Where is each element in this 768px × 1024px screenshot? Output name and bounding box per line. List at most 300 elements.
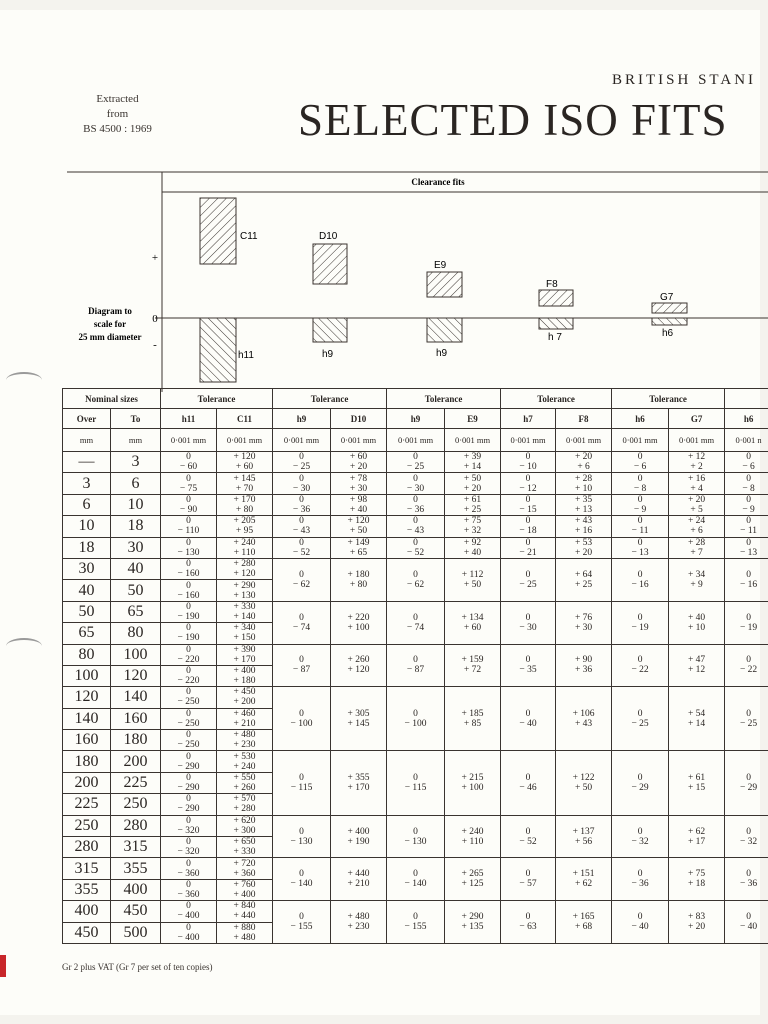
h7-cell <box>501 558 556 601</box>
h11-cell <box>161 901 217 922</box>
f8-cell-line: + 6 <box>577 462 590 473</box>
h7-cell <box>501 601 556 644</box>
diagram-side-label: 25 mm diameter <box>78 332 142 342</box>
table-row <box>63 537 768 558</box>
g7-cell-line: + 24 <box>687 516 706 527</box>
h9-cell <box>273 494 331 515</box>
h6-cell-line: − 8 <box>742 483 755 494</box>
h11-cell-line: − 250 <box>177 740 200 751</box>
e9-cell <box>445 644 501 687</box>
d10-cell <box>331 901 387 944</box>
h9-cell-line: − 30 <box>406 483 425 494</box>
h6-cell-line: − 29 <box>631 783 649 794</box>
h11-cell-line: − 250 <box>177 697 200 708</box>
g7-cell-line: + 9 <box>690 579 703 590</box>
h6-cell-line: − 6 <box>742 462 755 473</box>
table-row <box>63 751 768 772</box>
f8-cell <box>556 815 612 858</box>
h6-cell-line: − 36 <box>631 879 649 890</box>
h9-cell-line: 0 <box>299 826 304 837</box>
d10-cell-line: + 120 <box>347 665 370 676</box>
h9-cell-line: 0 <box>413 773 418 784</box>
c11-cell <box>217 494 273 515</box>
h9-cell-line: 0 <box>299 655 304 666</box>
h6-cell-line: − 11 <box>631 526 649 537</box>
h6-cell-line: − 25 <box>631 718 649 729</box>
h6-cell-line: 0 <box>746 655 751 666</box>
c11-cell-line: + 280 <box>233 559 256 570</box>
unit-tol: 0·001 mm <box>612 429 669 452</box>
c11-cell-line: + 620 <box>233 815 256 826</box>
h9-cell-line: 0 <box>413 569 418 580</box>
h9-cell-line: − 155 <box>404 922 427 933</box>
f8-cell-line: + 50 <box>574 783 593 794</box>
h6-cell <box>612 858 669 901</box>
h6-cell-line: 0 <box>637 708 643 719</box>
h11-cell <box>161 516 217 537</box>
h7-cell-line: 0 <box>525 516 531 527</box>
h9-cell-line: − 130 <box>290 836 313 847</box>
g7-cell-line: + 6 <box>690 526 703 537</box>
f8-cell <box>556 473 612 494</box>
d10-cell-line: + 98 <box>349 494 368 505</box>
h11-cell-line: − 60 <box>179 462 198 473</box>
g7-cell-line: + 7 <box>690 547 703 558</box>
h7-cell-line: 0 <box>525 912 531 923</box>
c11-cell-line: + 60 <box>235 462 254 473</box>
h9-cell-line: 0 <box>299 569 304 580</box>
e9-cell <box>445 751 501 815</box>
h9-cell-line: 0 <box>299 452 304 463</box>
nominal-over: 18 <box>63 537 111 558</box>
d10-cell <box>331 494 387 515</box>
h9-cell-line: − 25 <box>406 462 425 473</box>
h9-cell-line: − 30 <box>292 483 311 494</box>
h11-cell-line: − 90 <box>179 504 198 515</box>
h6-cell-line: 0 <box>637 452 643 463</box>
e9-cell <box>445 687 501 751</box>
h7-cell <box>501 494 556 515</box>
e9-cell-line: + 110 <box>461 836 484 847</box>
section-title: Clearance fits <box>411 177 465 187</box>
header-tolerance: Tolerance <box>501 389 612 409</box>
d10-cell-line: + 210 <box>347 879 370 890</box>
h9-cell <box>387 644 445 687</box>
nominal-over: 65 <box>63 623 111 644</box>
e9-cell-line: + 112 <box>461 569 484 580</box>
h11-cell <box>161 815 217 836</box>
h6-cell-line: 0 <box>637 494 643 505</box>
h6-cell-line: 0 <box>746 452 751 463</box>
h6-cell <box>725 558 768 601</box>
h6-cell <box>725 751 768 815</box>
h11-cell-line: 0 <box>186 708 191 719</box>
nominal-over: 50 <box>63 601 111 622</box>
g7-cell <box>669 901 725 944</box>
h11-cell-line: 0 <box>186 922 191 933</box>
h7-cell-line: − 52 <box>519 836 537 847</box>
c11-cell-line: + 140 <box>233 611 256 622</box>
h11-cell-line: − 220 <box>177 676 200 687</box>
c11-cell <box>217 708 273 729</box>
d10-cell-line: + 80 <box>349 579 368 590</box>
c11-cell-line: + 360 <box>233 868 256 879</box>
c11-cell <box>217 730 273 751</box>
f8-cell-line: + 62 <box>574 879 593 890</box>
e9-cell-line: + 185 <box>461 708 484 719</box>
col-fit: h7 <box>501 409 556 429</box>
nominal-over: 120 <box>63 687 111 708</box>
h11-cell <box>161 537 217 558</box>
g7-cell <box>669 537 725 558</box>
table-row <box>63 601 768 622</box>
nominal-over: 30 <box>63 558 111 579</box>
g7-cell <box>669 858 725 901</box>
h6-cell-line: − 9 <box>742 504 755 515</box>
c11-cell-line: + 110 <box>233 547 256 558</box>
nominal-to: 180 <box>111 730 161 751</box>
extract-line: BS 4500 : 1969 <box>83 123 152 135</box>
d10-cell <box>331 644 387 687</box>
h6-cell <box>612 601 669 644</box>
h11-cell-line: 0 <box>186 580 191 591</box>
minus-sign: - <box>153 339 157 351</box>
h6-cell-line: 0 <box>746 473 751 484</box>
unit-tol: 0·001 mm <box>669 429 725 452</box>
col-fit: E9 <box>445 409 501 429</box>
h9-zone <box>313 318 347 342</box>
unit-tol: 0·001 mm <box>217 429 273 452</box>
h7-cell-line: 0 <box>525 494 531 505</box>
h9-cell <box>273 858 331 901</box>
h11-cell-line: − 360 <box>177 868 200 879</box>
nominal-over: 40 <box>63 580 111 601</box>
table-row <box>63 901 768 922</box>
e9-cell-line: + 25 <box>463 504 482 515</box>
h11-cell <box>161 922 217 943</box>
h6-cell-line: − 16 <box>739 579 758 590</box>
h9-cell-line: 0 <box>413 826 418 837</box>
g7-cell-line: + 54 <box>687 708 706 719</box>
h6-cell-line: − 19 <box>739 622 758 633</box>
col-fit: h6 <box>725 409 768 429</box>
nominal-over: 80 <box>63 644 111 665</box>
hole-label: F8 <box>546 279 558 290</box>
h6-cell <box>725 494 768 515</box>
h6-cell <box>612 516 669 537</box>
nominal-to: 80 <box>111 623 161 644</box>
h6-zone <box>652 318 687 325</box>
h7-cell-line: 0 <box>525 869 531 880</box>
h7-cell-line: 0 <box>525 826 531 837</box>
e9-cell <box>445 601 501 644</box>
h11-cell <box>161 879 217 900</box>
h7-cell-line: 0 <box>525 655 531 666</box>
d10-cell <box>331 473 387 494</box>
h9-cell <box>273 473 331 494</box>
h9-cell-line: − 36 <box>406 504 425 515</box>
h6-cell <box>612 644 669 687</box>
nominal-to: 280 <box>111 815 161 836</box>
g7-cell <box>669 452 725 473</box>
c11-cell-line: + 460 <box>233 708 256 719</box>
d10-cell <box>331 537 387 558</box>
d10-cell-line: + 60 <box>349 452 368 463</box>
h6-cell-line: − 32 <box>631 836 649 847</box>
h9-cell-line: − 62 <box>292 579 311 590</box>
c11-cell-line: + 145 <box>233 473 256 484</box>
f8-cell-line: + 28 <box>574 473 593 484</box>
unit-tol: 0·001 mm <box>387 429 445 452</box>
e9-cell-line: + 134 <box>461 612 484 623</box>
d10-zone <box>313 244 347 284</box>
h11-cell-line: − 160 <box>177 590 200 601</box>
h7-cell-line: − 30 <box>519 622 537 633</box>
c11-cell-line: + 760 <box>233 880 256 890</box>
e9-cell-line: + 159 <box>461 655 484 666</box>
h7-cell-line: − 10 <box>519 462 537 473</box>
c11-cell-line: + 650 <box>233 837 256 848</box>
h6-cell-line: − 22 <box>739 665 758 676</box>
c11-cell-line: + 170 <box>233 494 256 505</box>
nominal-to: 10 <box>111 494 161 515</box>
e9-cell-line: + 61 <box>463 494 482 505</box>
nominal-over: 10 <box>63 516 111 537</box>
h7-cell <box>501 858 556 901</box>
c11-cell <box>217 452 273 473</box>
h6-cell-line: − 40 <box>739 922 758 933</box>
zero-sign: 0 <box>152 313 158 325</box>
h7-cell <box>501 751 556 815</box>
unit-tol: 0·001 mm <box>273 429 331 452</box>
f8-cell <box>556 644 612 687</box>
e9-cell <box>445 494 501 515</box>
unit-mm: mm <box>111 429 161 452</box>
c11-cell <box>217 537 273 558</box>
c11-cell-line: + 180 <box>233 676 256 687</box>
table-row <box>63 452 768 473</box>
h11-cell <box>161 858 217 879</box>
h11-cell <box>161 794 217 815</box>
unit-tol: 0·001 mm <box>501 429 556 452</box>
diagram-side-label: Diagram to <box>88 306 132 316</box>
h6-cell-line: − 22 <box>631 665 649 676</box>
nominal-over: 280 <box>63 837 111 858</box>
c11-cell <box>217 794 273 815</box>
c11-cell-line: + 240 <box>233 537 256 548</box>
h6-cell-line: − 36 <box>739 879 758 890</box>
h7-cell-line: − 25 <box>519 579 537 590</box>
h7-cell-line: 0 <box>525 537 531 548</box>
d10-cell-line: + 30 <box>349 483 368 494</box>
c11-cell-line: + 150 <box>233 633 256 644</box>
f8-cell <box>556 494 612 515</box>
h9-cell-line: − 52 <box>292 547 311 558</box>
h7-cell <box>501 537 556 558</box>
c11-cell-line: + 120 <box>233 569 256 580</box>
h6-cell <box>612 687 669 751</box>
h11-cell-line: − 290 <box>177 804 200 815</box>
h11-cell-line: − 400 <box>177 911 200 922</box>
col-fit: h9 <box>273 409 331 429</box>
e9-cell <box>445 452 501 473</box>
d10-cell-line: + 40 <box>349 504 368 515</box>
d10-cell-line: + 260 <box>347 655 370 666</box>
c11-cell-line: + 260 <box>233 783 256 794</box>
h9-cell-line: − 25 <box>292 462 311 473</box>
shaft-label: h11 <box>238 350 254 361</box>
e9-cell <box>445 537 501 558</box>
h11-cell-line: − 220 <box>177 654 200 665</box>
f8-cell <box>556 751 612 815</box>
h7-cell-line: − 12 <box>519 483 537 494</box>
h6-cell <box>612 537 669 558</box>
h6-cell-line: − 29 <box>739 783 758 794</box>
g7-cell-line: + 47 <box>687 655 706 666</box>
h9-cell <box>387 516 445 537</box>
nominal-over: 250 <box>63 815 111 836</box>
c11-cell <box>217 922 273 943</box>
h11-cell-line: − 400 <box>177 932 200 943</box>
c11-cell-line: + 205 <box>233 516 256 527</box>
g7-cell-line: + 62 <box>687 826 706 837</box>
nominal-over: 140 <box>63 708 111 729</box>
h11-cell <box>161 601 217 622</box>
col-to: To <box>111 409 161 429</box>
g7-cell-line: + 12 <box>687 665 706 676</box>
e9-cell-line: + 50 <box>463 579 482 590</box>
h9-cell <box>273 537 331 558</box>
f8-cell-line: + 90 <box>574 655 593 666</box>
h9-cell-line: − 140 <box>290 879 313 890</box>
h7-cell-line: 0 <box>525 773 531 784</box>
h11-cell-line: 0 <box>186 623 191 634</box>
h6-cell-line: − 6 <box>633 462 647 473</box>
h9-cell <box>387 901 445 944</box>
f8-cell-line: + 68 <box>574 922 593 933</box>
h6-cell-line: 0 <box>746 708 751 719</box>
f8-cell <box>556 858 612 901</box>
h9-cell-line: − 36 <box>292 504 311 515</box>
h9-cell-line: 0 <box>413 655 418 666</box>
nominal-over: 6 <box>63 494 111 515</box>
h9-cell <box>273 558 331 601</box>
h6-cell-line: 0 <box>746 773 751 784</box>
h9-cell-line: 0 <box>299 494 304 505</box>
h11-cell-line: 0 <box>186 773 191 784</box>
e9-cell-line: + 135 <box>461 922 484 933</box>
nominal-over: 160 <box>63 730 111 751</box>
h7-cell-line: − 35 <box>519 665 537 676</box>
h6-cell-line: − 9 <box>633 504 647 515</box>
f8-cell <box>556 687 612 751</box>
table-row <box>63 558 768 579</box>
f8-cell-line: + 36 <box>574 665 593 676</box>
c11-cell-line: + 880 <box>233 922 256 933</box>
e9-cell-line: + 40 <box>463 547 482 558</box>
table-row <box>63 473 768 494</box>
h6-cell-line: 0 <box>637 869 643 880</box>
c11-cell-line: + 280 <box>233 804 256 815</box>
h6-cell-line: 0 <box>746 869 751 880</box>
h6-cell <box>725 687 768 751</box>
h6-cell-line: − 25 <box>739 718 758 729</box>
g7-cell-line: + 61 <box>687 773 706 784</box>
e9-cell <box>445 901 501 944</box>
f8-cell-line: + 25 <box>574 579 593 590</box>
h11-cell <box>161 772 217 793</box>
table-row <box>63 516 768 537</box>
c11-cell <box>217 772 273 793</box>
h9-cell <box>387 601 445 644</box>
f8-cell-line: + 30 <box>574 622 593 633</box>
h9-cell <box>387 751 445 815</box>
page-title: SELECTED ISO FITS <box>298 95 728 145</box>
e9-cell-line: + 215 <box>461 773 484 784</box>
g7-cell-line: + 12 <box>687 452 706 463</box>
h9-cell-line: 0 <box>299 708 304 719</box>
h6-cell <box>612 452 669 473</box>
g7-cell-line: + 17 <box>687 836 706 847</box>
d10-cell-line: + 20 <box>349 462 368 473</box>
col-fit: h11 <box>161 409 217 429</box>
h9-cell-line: − 115 <box>404 783 427 794</box>
h11-cell-line: 0 <box>186 559 191 570</box>
h9-cell-line: − 74 <box>406 622 425 633</box>
nominal-over: 3 <box>63 473 111 494</box>
col-over: Over <box>63 409 111 429</box>
e9-cell <box>445 858 501 901</box>
h6-cell <box>725 537 768 558</box>
nominal-to: 140 <box>111 687 161 708</box>
header-tolerance: Tolerance <box>612 389 725 409</box>
h6-cell <box>612 473 669 494</box>
h6-cell <box>725 452 768 473</box>
c11-cell-line: + 290 <box>233 580 256 591</box>
h11-cell <box>161 708 217 729</box>
h11-cell-line: 0 <box>186 901 191 912</box>
c11-cell <box>217 473 273 494</box>
h11-cell-line: 0 <box>186 730 191 741</box>
g7-cell <box>669 644 725 687</box>
h6-cell <box>612 815 669 858</box>
h11-cell-line: − 110 <box>177 526 200 537</box>
d10-cell-line: + 100 <box>347 622 370 633</box>
header-nominal-sizes: Nominal sizes <box>63 389 161 409</box>
h11-zone <box>200 318 236 382</box>
h9-cell-line: − 155 <box>290 922 313 933</box>
h11-cell <box>161 558 217 579</box>
col-fit: F8 <box>556 409 612 429</box>
tolerance-table-body <box>63 389 768 944</box>
e9-cell-line: + 75 <box>463 516 482 527</box>
h6-cell-line: 0 <box>637 537 643 548</box>
h6-cell-line: − 13 <box>631 547 649 558</box>
c11-cell-line: + 720 <box>233 858 256 869</box>
red-mark <box>0 955 6 977</box>
h9-cell-line: 0 <box>299 612 304 623</box>
h9-cell-line: − 43 <box>406 526 425 537</box>
e9-zone <box>427 272 462 297</box>
d10-cell-line: + 355 <box>347 773 370 784</box>
h9-cell <box>387 452 445 473</box>
h11-cell-line: − 190 <box>177 611 200 622</box>
brand-heading: BRITISH STANI <box>612 72 757 88</box>
nominal-to: 160 <box>111 708 161 729</box>
f8-cell-line: + 43 <box>574 718 593 729</box>
shaft-label: h6 <box>662 328 674 339</box>
h11-cell-line: 0 <box>186 494 191 505</box>
